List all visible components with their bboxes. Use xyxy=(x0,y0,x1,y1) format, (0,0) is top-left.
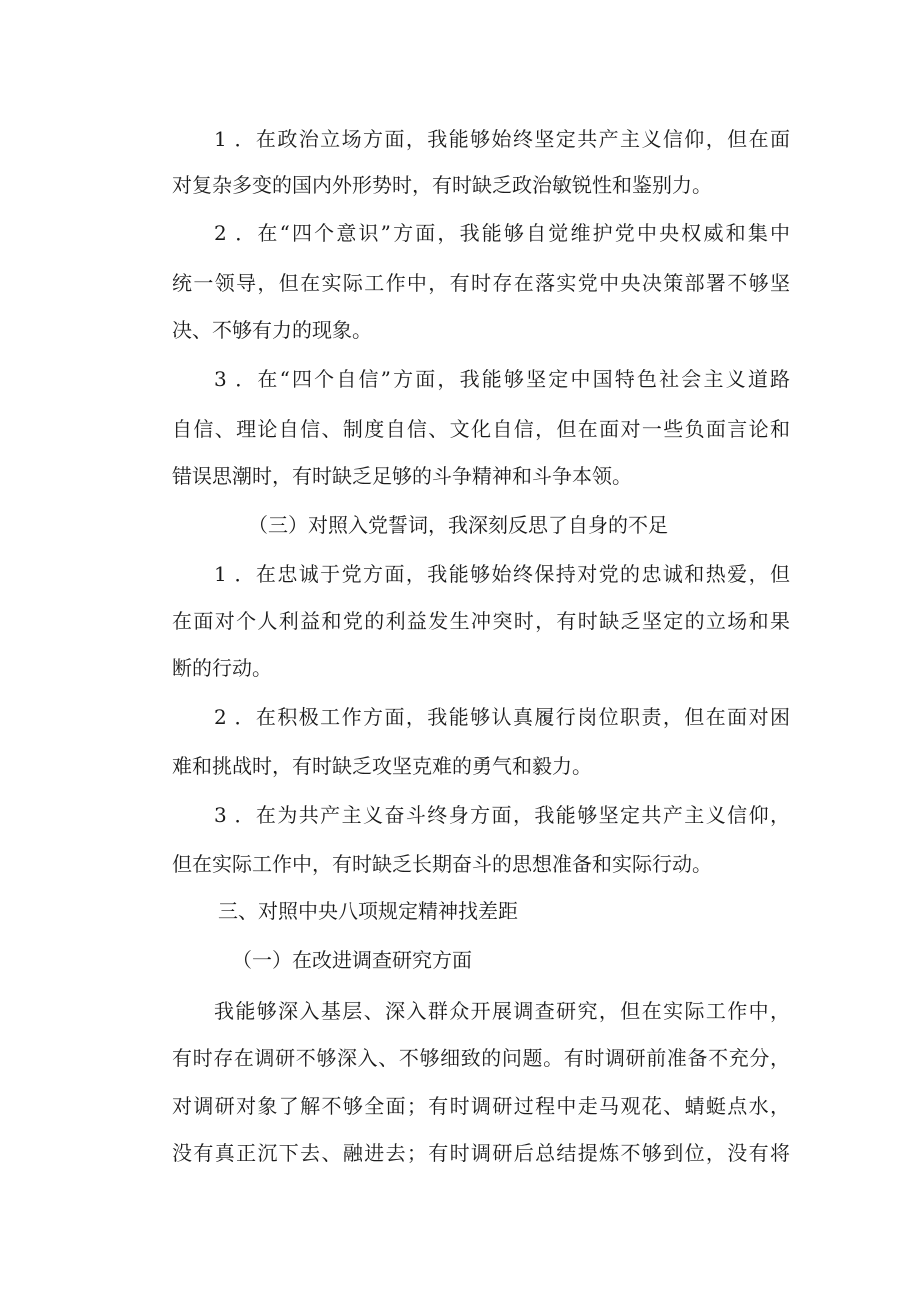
text-line: 对调研对象了解不够全面；有时调研过程中走马观花、蜻蜓点水， xyxy=(172,1094,790,1118)
text-line: 3 ．在为共产主义奋斗终身方面，我能够坚定共产主义信仰， xyxy=(214,803,790,827)
text-line: 1 ．在忠诚于党方面，我能够始终保持对党的忠诚和热爱，但 xyxy=(214,562,790,586)
text-line: 但在实际工作中，有时缺乏长期奋斗的思想准备和实际行动。 xyxy=(172,852,712,876)
text-line: 2 ．在积极工作方面，我能够认真履行岗位职责，但在面对困 xyxy=(214,705,790,729)
text-line: 1 ．在政治立场方面，我能够始终坚定共产主义信仰，但在面 xyxy=(214,127,790,151)
text-line: 我能够深入基层、深入群众开展调查研究，但在实际工作中， xyxy=(214,999,790,1023)
text-line: 决、不够有力的现象。 xyxy=(172,318,372,342)
text-line: 自信、理论自信、制度自信、文化自信，但在面对一些负面言论和 xyxy=(172,417,790,441)
subsection-heading: （一）在改进调查研究方面 xyxy=(232,948,472,972)
text-line: 统一领导，但在实际工作中，有时存在落实党中央决策部署不够坚 xyxy=(172,271,790,295)
text-line: 2 ．在“四个意识”方面，我能够自觉维护党中央权威和集中 xyxy=(214,221,790,245)
text-line: 错误思潮时，有时缺乏足够的斗争精神和斗争本领。 xyxy=(172,464,632,488)
section-heading: （三）对照入党誓词，我深刻反思了自身的不足 xyxy=(248,513,668,537)
text-line: 没有真正沉下去、融进去；有时调研后总结提炼不够到位，没有将 xyxy=(172,1141,790,1165)
text-line: 有时存在调研不够深入、不够细致的问题。有时调研前准备不充分， xyxy=(172,1046,790,1070)
text-line: 断的行动。 xyxy=(172,656,272,680)
section-heading: 三、对照中央八项规定精神找差距 xyxy=(218,899,518,923)
text-line: 难和挑战时，有时缺乏攻坚克难的勇气和毅力。 xyxy=(172,754,592,778)
text-line: 3 ．在“四个自信”方面，我能够坚定中国特色社会主义道路 xyxy=(214,367,790,391)
text-line: 对复杂多变的国内外形势时，有时缺乏政治敏锐性和鉴别力。 xyxy=(172,173,712,197)
text-line: 在面对个人利益和党的利益发生冲突时，有时缺乏坚定的立场和果 xyxy=(172,609,790,633)
